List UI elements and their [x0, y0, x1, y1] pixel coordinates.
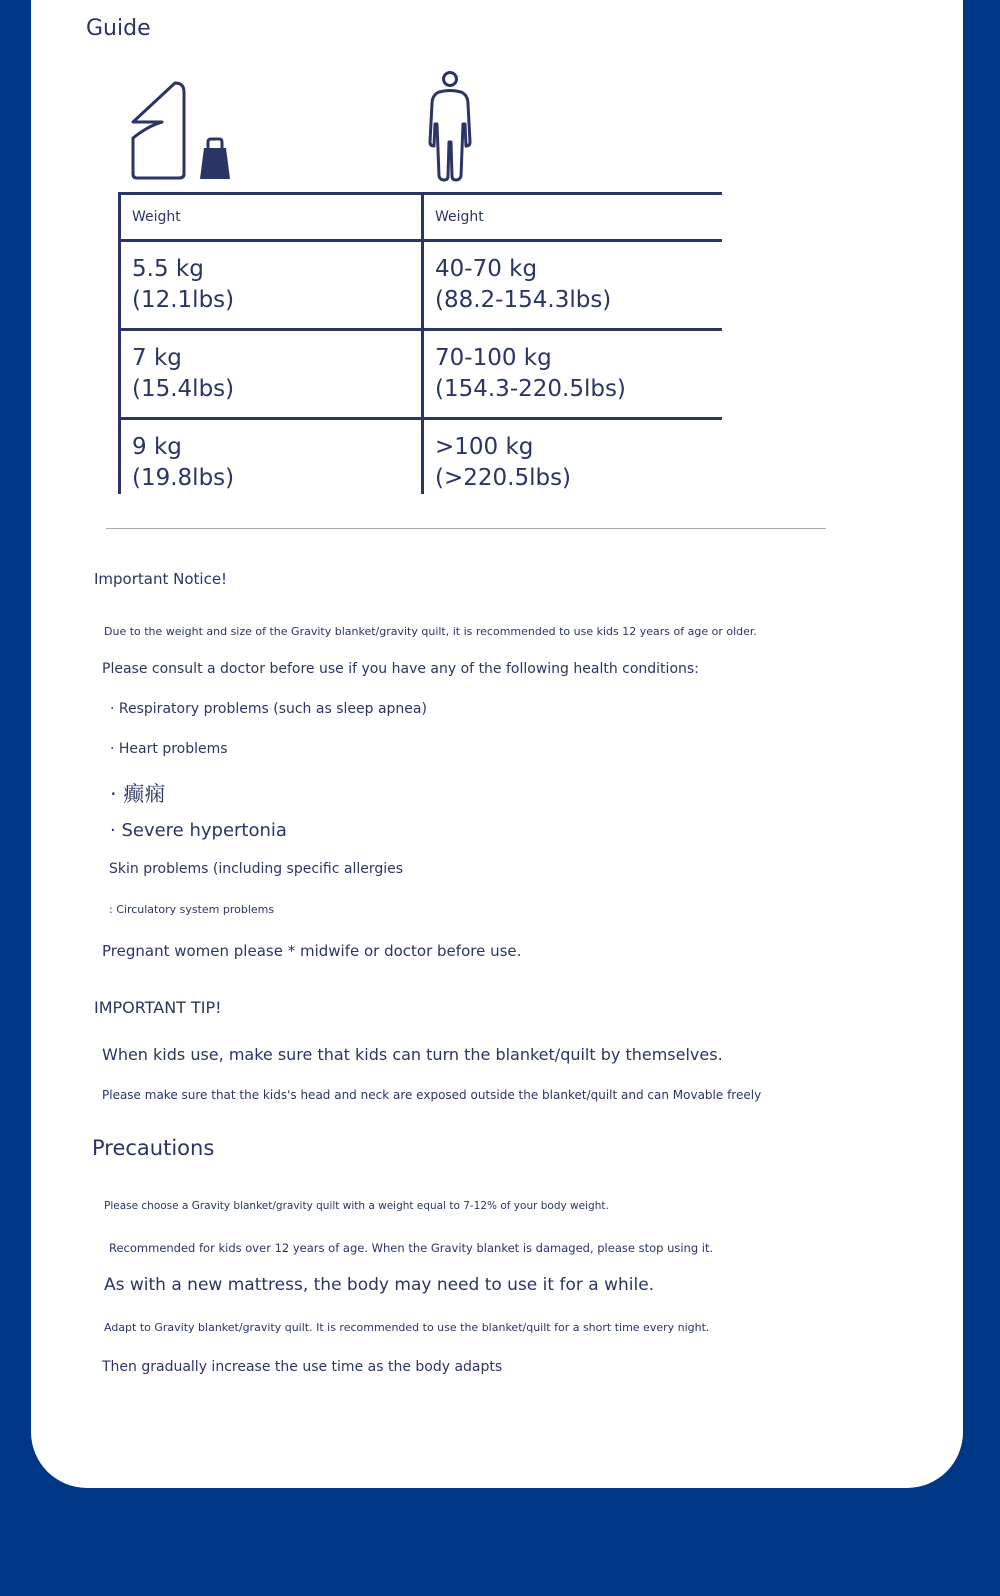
- guide-title: Guide: [86, 16, 151, 41]
- condition-item: Skin problems (including specific allergies: [109, 861, 404, 877]
- body-lbs: (154.3-220.5lbs): [435, 376, 626, 402]
- weight-guide-table: [118, 192, 722, 494]
- precaution-item: As with a new mattress, the body may need to use it for a while.: [104, 1275, 655, 1295]
- body-kg: >100 kg: [435, 434, 534, 460]
- tip-turn-text: When kids use, make sure that kids can turn the blanket/quilt by themselves.: [102, 1045, 723, 1064]
- blanket-kg: 9 kg: [132, 434, 182, 460]
- notice-consult-text: Please consult a doctor before use if you have any of the following health conditions:: [102, 661, 699, 677]
- table-cell-blanket-weight: [121, 331, 421, 417]
- blanket-kg: 5.5 kg: [132, 256, 204, 282]
- condition-item: · 癫痫: [110, 782, 166, 806]
- table-header-body-weight: Weight: [424, 195, 725, 239]
- table-cell-blanket-weight: [121, 420, 421, 506]
- section-divider: [106, 528, 826, 529]
- condition-item: : Circulatory system problems: [109, 903, 275, 916]
- weighted-blanket-icon: [130, 80, 240, 182]
- blanket-kg: 7 kg: [132, 345, 182, 371]
- precaution-item: Adapt to Gravity blanket/gravity quilt. It is recommended to use the blanket/quilt for a short time every night.: [104, 1321, 710, 1334]
- notice-age-text: Due to the weight and size of the Gravity blanket/gravity quilt, it is recommended to use kids 12 years of age or older.: [104, 625, 757, 638]
- precaution-item: Recommended for kids over 12 years of age. When the Gravity blanket is damaged, please stop using it.: [109, 1241, 714, 1255]
- condition-item: · Respiratory problems (such as sleep apnea): [110, 701, 427, 717]
- blanket-lbs: (15.4lbs): [132, 376, 235, 402]
- precaution-item: Then gradually increase the use time as the body adapts: [102, 1359, 503, 1375]
- table-cell-body-weight: [424, 331, 725, 417]
- body-lbs: (88.2-154.3lbs): [435, 287, 612, 313]
- table-cell-body-weight: [424, 242, 725, 328]
- condition-item: · Severe hypertonia: [110, 820, 287, 841]
- precautions-title: Precautions: [92, 1136, 215, 1160]
- tip-head-neck-text: Please make sure that the kids's head and neck are exposed outside the blanket/quilt and can Movable freely: [102, 1088, 762, 1102]
- table-header-blanket-weight: Weight: [121, 195, 421, 239]
- table-cell-body-weight: [424, 420, 725, 506]
- body-kg: 70-100 kg: [435, 345, 552, 371]
- precaution-item: Please choose a Gravity blanket/gravity quilt with a weight equal to 7-12% of your body weight.: [104, 1200, 609, 1212]
- blanket-lbs: (12.1lbs): [132, 287, 235, 313]
- tip-title: IMPORTANT TIP!: [94, 998, 222, 1017]
- pregnant-notice-text: Pregnant women please * midwife or doctor before use.: [102, 942, 522, 960]
- body-kg: 40-70 kg: [435, 256, 538, 282]
- person-icon: [425, 70, 475, 182]
- condition-item: · Heart problems: [110, 741, 228, 757]
- body-lbs: (>220.5lbs): [435, 465, 572, 491]
- blanket-lbs: (19.8lbs): [132, 465, 235, 491]
- notice-title: Important Notice!: [94, 570, 228, 588]
- table-cell-blanket-weight: [121, 242, 421, 328]
